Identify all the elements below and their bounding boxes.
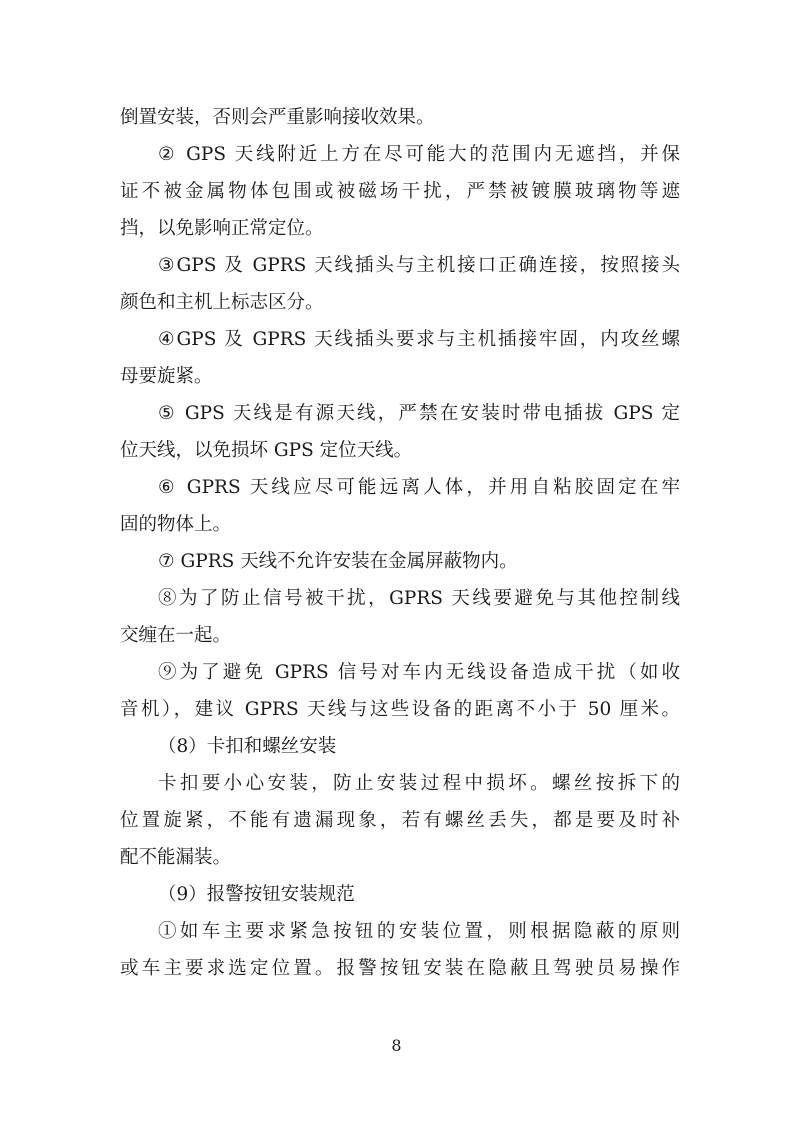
section-heading: （9）报警按钮安装规范 <box>158 884 355 905</box>
text-line: 倒置安装，否则会严重影响接收效果。 <box>120 107 435 128</box>
section-heading: （8）卡扣和螺丝安装 <box>158 736 337 757</box>
text-line: 证不被金属物体包围或被磁场干扰，严禁被镀膜玻璃物等遮 <box>120 181 680 202</box>
text-line: ⑦ GPRS 天线不允许安装在金属屏蔽物内。 <box>158 551 518 572</box>
text-line: ② GPS 天线附近上方在尽可能大的范围内无遮挡，并保 <box>158 144 680 165</box>
text-line: 位置旋紧，不能有遗漏现象，若有螺丝丢失，都是要及时补 <box>120 810 680 831</box>
page-number: 8 <box>391 1036 402 1055</box>
text-line: 颜色和主机上标志区分。 <box>120 292 324 313</box>
text-line: 挡，以免影响正常定位。 <box>120 218 324 239</box>
text-line: ③GPS 及 GPRS 天线插头与主机接口正确连接，按照接头 <box>158 255 680 276</box>
text-line: 母要旋紧。 <box>120 366 213 387</box>
text-line: ⑥ GPRS 天线应尽可能远离人体，并用自粘胶固定在牢 <box>158 477 680 498</box>
text-line: 卡扣要小心安装，防止安装过程中损坏。螺丝按拆下的 <box>158 773 680 794</box>
text-line: ⑤ GPS 天线是有源天线，严禁在安装时带电插拔 GPS 定 <box>158 403 680 424</box>
text-line: 交缠在一起。 <box>120 625 232 646</box>
text-line: 或车主要求选定位置。报警按钮安装在隐蔽且驾驶员易操作 <box>120 958 680 979</box>
text-line: 音机），建议 GPRS 天线与这些设备的距离不小于 50 厘米。 <box>120 699 680 720</box>
text-line: ⑨为了避免 GPRS 信号对车内无线设备造成干扰（如收 <box>158 662 680 683</box>
text-line: 配不能漏装。 <box>120 847 232 868</box>
text-line: ⑧为了防止信号被干扰，GPRS 天线要避免与其他控制线 <box>158 588 680 609</box>
text-line: 固的物体上。 <box>120 514 232 535</box>
text-line: ①如车主要求紧急按钮的安装位置，则根据隐蔽的原则 <box>158 921 680 942</box>
text-line: ④GPS 及 GPRS 天线插头要求与主机插接牢固，内攻丝螺 <box>158 329 680 350</box>
text-line: 位天线，以免损坏 GPS 定位天线。 <box>120 440 413 461</box>
